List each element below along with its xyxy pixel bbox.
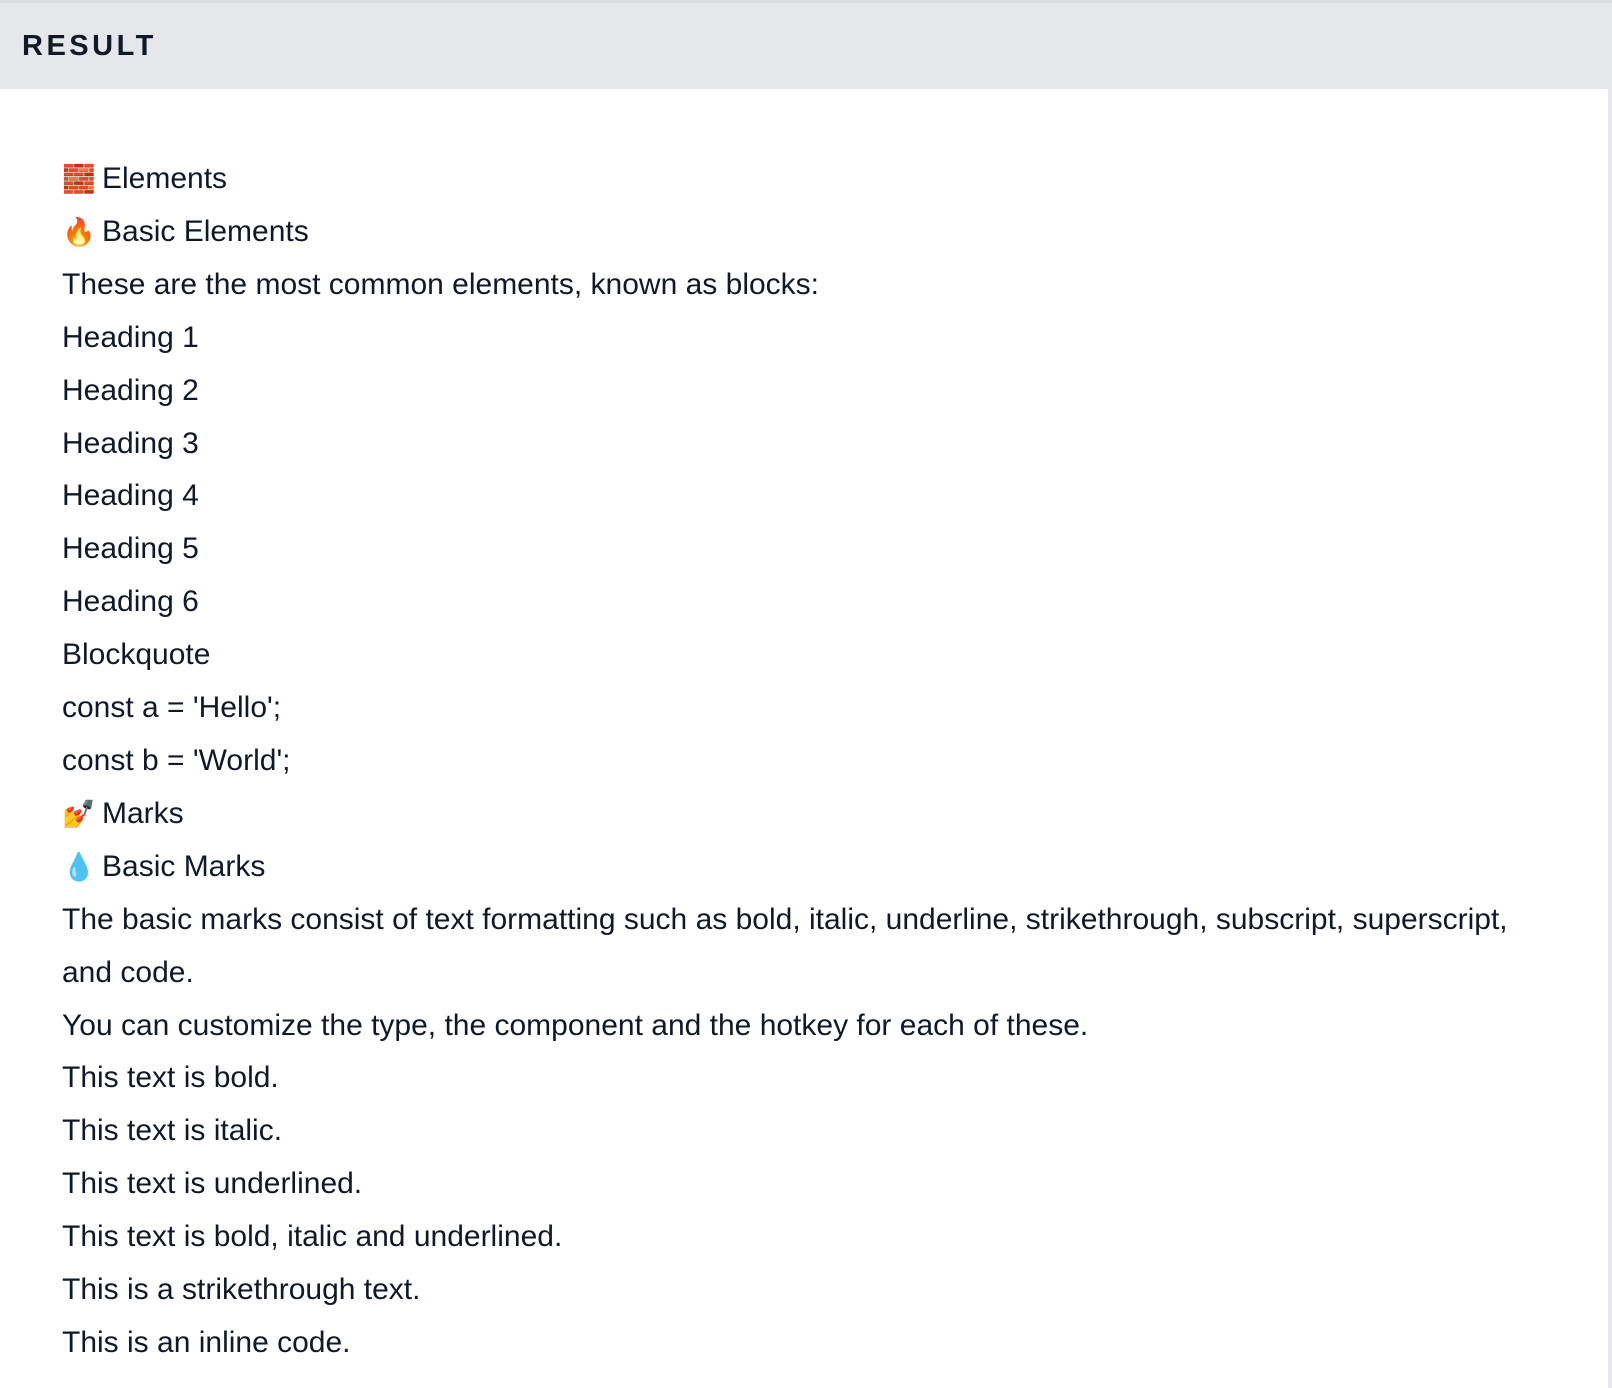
fire-icon: 🔥 [62,216,96,247]
line-text: This text is bold. [62,1061,279,1095]
line-text: Marks [102,796,184,830]
content-line [62,788,1532,841]
content-line [62,682,1532,735]
result-header [0,0,1612,89]
line-text: Heading 2 [62,373,199,407]
content-line [62,206,1532,259]
content-line [62,1211,1532,1264]
line-text: This text is italic. [62,1114,283,1148]
result-title: RESULT [22,29,157,62]
content-line [62,312,1532,365]
line-text: const b = 'World'; [62,743,291,777]
line-text: Basic Elements [102,214,309,248]
line-text: This is an inline code. [62,1325,351,1359]
nail-polish-icon: 💅 [62,798,96,829]
content-line [62,1105,1532,1158]
content-line [62,629,1532,682]
content-line [62,1158,1532,1211]
content-line [62,418,1532,471]
line-text: Elements [102,162,228,195]
content-line [62,153,1532,206]
content-line [62,1317,1532,1370]
line-text: Heading 5 [62,532,199,566]
content-line [62,259,1532,312]
content-line [62,1000,1532,1053]
content-line [62,1052,1532,1105]
line-text: Heading 3 [62,426,199,460]
content-line [62,841,1532,894]
content-line [62,1264,1532,1317]
result-content [0,89,1532,1370]
line-text: This text is underlined. [62,1167,363,1201]
line-text: You can customize the type, the component and the hotkey for each of these. [62,1008,1089,1042]
line-text: This is a strikethrough text. [62,1273,421,1307]
content-line [62,576,1532,629]
content-line [62,365,1532,418]
result-panel [0,89,1612,1388]
droplet-icon: 💧 [62,851,96,882]
line-text: Heading 1 [62,320,199,354]
line-text: Basic Marks [102,849,266,883]
content-line [62,523,1532,576]
line-text: Heading 4 [62,479,199,513]
content-line [62,735,1532,788]
line-text: Blockquote [62,638,211,672]
content-line [62,894,1532,1000]
line-text: This text is bold, italic and underlined. [62,1220,563,1254]
line-text: const a = 'Hello'; [62,691,282,725]
bricks-icon: 🧱 [62,164,96,194]
line-text: These are the most common elements, known as blocks: [62,267,820,301]
line-text: Heading 6 [62,585,199,619]
line-text: The basic marks consist of text formatting such as bold, italic, underline, strikethrough, subscript, superscript, and code. [62,902,1508,989]
content-line [62,470,1532,523]
